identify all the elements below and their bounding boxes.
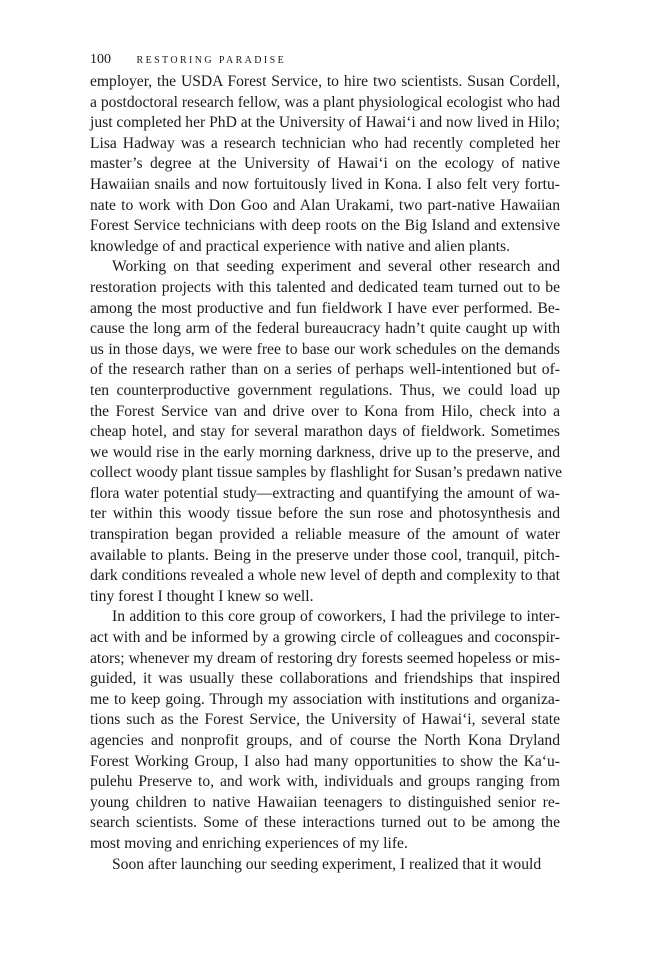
text-line: pulehu Preserve to, and work with, individuals and groups ranging from xyxy=(90,773,560,791)
text-line: search scientists. Some of these interactions turned out to be among the xyxy=(90,814,560,832)
running-head-title: RESTORING PARADISE xyxy=(136,55,287,66)
paragraph xyxy=(90,257,563,607)
text-line: employer, the USDA Forest Service, to hire two scientists. Susan Cordell, xyxy=(90,73,560,90)
text-line: Lisa Hadway was a research technician who had recently completed her xyxy=(90,134,560,152)
text-line: tions such as the Forest Service, the University of Hawai‘i, several state xyxy=(90,711,560,729)
text-line: Forest Working Group, I also had many opportunities to show the Ka‘u- xyxy=(90,752,560,770)
text-line: among the most productive and fun fieldwork I have ever performed. Be- xyxy=(90,299,560,317)
text-line: we would rise in the early morning darkness, drive up to the preserve, and xyxy=(90,443,560,461)
text-line: act with and be informed by a growing circle of colleagues and coconspir- xyxy=(90,629,560,647)
text-line: nate to work with Don Goo and Alan Urakami, two part-native Hawaiian xyxy=(90,196,560,214)
text-line: tiny forest I thought I knew so well. xyxy=(90,587,314,605)
page-number: 100 xyxy=(90,52,111,67)
text-line: guided, it was usually these collaborations and friendships that inspired xyxy=(90,670,560,688)
paragraph xyxy=(90,607,560,854)
text-line: Forest Service technicians with deep roots on the Big Island and extensive xyxy=(90,217,560,235)
text-line: available to plants. Being in the preserve under those cool, tranquil, pitch- xyxy=(90,546,560,564)
text-line: us in those days, we were free to base our work schedules on the demands xyxy=(90,340,560,358)
text-line: cheap hotel, and stay for several marathon days of fieldwork. Sometimes xyxy=(90,423,560,441)
text-line: the Forest Service van and drive over to Kona from Hilo, check into a xyxy=(90,402,560,420)
text-line: flora water potential study—extracting and quantifying the amount of wa- xyxy=(90,484,560,502)
text-line: ter within this woody tissue before the sun rose and photosynthesis and xyxy=(90,505,560,523)
text-line: ten counterproductive government regulations. Thus, we could load up xyxy=(90,381,560,399)
text-line: me to keep going. Through my association with institutions and organiza- xyxy=(90,690,560,708)
text-line: transpiration began provided a reliable measure of the amount of water xyxy=(90,526,560,544)
paragraph xyxy=(90,72,560,257)
paragraph xyxy=(90,855,560,876)
text-line: ators; whenever my dream of restoring dry forests seemed hopeless or mis- xyxy=(90,649,560,667)
text-line: Hawaiian snails and now fortuitously lived in Kona. I also felt very fortu- xyxy=(90,175,560,193)
text-line: master’s degree at the University of Hawai‘i on the ecology of native xyxy=(90,155,560,173)
text-line: In addition to this core group of coworkers, I had the privilege to inter- xyxy=(112,608,560,626)
body-text xyxy=(90,72,563,875)
text-line: agencies and nonprofit groups, and of course the North Kona Dryland xyxy=(90,732,560,749)
text-line: dark conditions revealed a whole new level of depth and complexity to that xyxy=(90,567,560,585)
text-line: collect woody plant tissue samples by flashlight for Susan’s predawn native xyxy=(90,464,563,482)
text-line: a postdoctoral research fellow, was a plant physiological ecologist who had xyxy=(90,93,560,111)
text-line: most moving and enriching experiences of my life. xyxy=(90,834,408,852)
text-line: young children to native Hawaiian teenagers to distinguished senior re- xyxy=(90,793,560,811)
text-line: knowledge of and practical experience with native and alien plants. xyxy=(90,237,510,255)
running-head xyxy=(90,50,560,70)
text-line: Soon after launching our seeding experiment, I realized that it would xyxy=(112,855,542,873)
text-line: Working on that seeding experiment and several other research and xyxy=(112,258,560,276)
text-line: just completed her PhD at the University of Hawai‘i and now lived in Hilo; xyxy=(90,114,560,132)
text-line: of the research rather than on a series of perhaps well-intentioned but of- xyxy=(90,361,560,379)
text-line: cause the long arm of the federal bureaucracy hadn’t quite caught up with xyxy=(90,320,560,338)
text-line: restoration projects with this talented and dedicated team turned out to be xyxy=(90,278,560,296)
